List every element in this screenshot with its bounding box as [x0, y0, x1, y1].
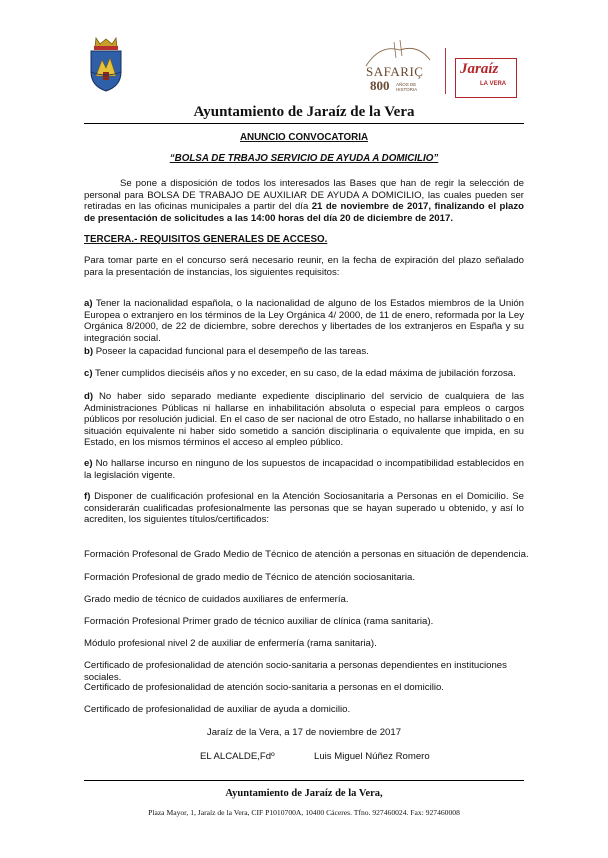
requirement-text: No haber sido separado mediante expediente disciplinario del servicio de cualquiera de las Administraciones Públicas ni hallarse en inhabilitación absoluta o especial para empleos o cargos públicos por resolución judicial. En el caso de ser nacional de otro Estado, no hallarse inhabilitado o en situación equivalente ni haber sido sometido a sanción disciplinaria o equivalente que impida, en su Estado, en los mismos términos el acceso al empleo público. [84, 391, 524, 449]
intro-deadline: 21 de noviembre de 2017, finalizando el plazo de presentación de solicitudes a las 14:00 horas del día 20 de diciembre de 2017. [84, 201, 524, 224]
requirement-text: Disponer de cualificación profesional en la Atención Sociosanitaria a Personas en el Domicilio. Se considerarán cualificadas profesionalmente las personas que se hayan superado u obtenido, y así lo acrediten, los siguientes títulos/certificados: [84, 491, 524, 526]
title-item: Certificado de profesionalidad de atención socio-sanitaria a personas dependientes en instituciones sociales. [84, 660, 507, 683]
requirement-letter: e) [84, 458, 93, 469]
safaric-800-logo [360, 40, 436, 98]
title-item: Formación Profesional de grado medio de Técnico de atención sociosanitaria. [84, 572, 415, 583]
requirement-text: Tener cumplidos dieciséis años y no exceder, en su caso, de la edad máxima de jubilación forzosa. [92, 368, 516, 379]
requirement-text: Tener la nacionalidad española, o la nacionalidad de alguno de los Estados miembros de la Unión Europea o extranjero en los términos de la Ley Orgánica 4/ 2000, de 11 de enero, reformada por la Ley Orgánica 8/2000, de 22 de diciembre, sobre derechos y libertades de los extranjeros en España y su integración social. [84, 298, 524, 344]
safaric-label: SAFARIÇ [366, 64, 424, 79]
title-item: Formación Profesonal de Grado Medio de Técnico de atención a personas en situación de dependencia. [84, 549, 529, 560]
intro-text: Se pone a disposición de todos los interesados las Bases que han de regir la selección de personal para BOLSA DE TRABAJO DE AUXILIAR DE AYUDA A DOMICILIO, las cuales pueden ser retiradas en las oficinas municipales a partir del día [84, 178, 524, 213]
section-intro: Para tomar parte en el concurso será necesario reunir, en la fecha de expiración del plazo señalado para la presentación de instancias, los siguientes requisitos: [84, 255, 524, 278]
title-item: Formación Profesional Primer grado de técnico auxiliar de clínica (rama sanitaria). [84, 616, 434, 627]
requirement-c [84, 368, 524, 380]
requirement-d [84, 391, 524, 449]
footer-rule [84, 780, 524, 781]
jaraiz-logo [455, 58, 517, 98]
safaric-number: 800 [370, 78, 390, 93]
title-item: Certificado de profesionalidad de atención socio-sanitaria a personas en el domicilio. [84, 682, 444, 693]
requirement-letter: b) [84, 346, 94, 357]
title-item: Certificado de profesionalidad de auxiliar de ayuda a domicilio. [84, 704, 351, 715]
announcement-subheading: “BOLSA DE TRBAJO SERVICIO DE AYUDA A DOMICILIO” [169, 153, 439, 164]
safaric-sub: AÑOS DE HISTORIA [396, 82, 418, 92]
footer-title: Ayuntamiento de Jaraíz de la Vera, [225, 788, 383, 799]
requirement-letter: c) [84, 368, 93, 379]
jaraiz-logo-name: Jaraíz [460, 61, 499, 77]
requirement-a [84, 298, 524, 344]
intro-paragraph [84, 178, 524, 224]
requirement-e [84, 458, 524, 481]
signer-name: Luis Miguel Núñez Romero [314, 751, 430, 762]
announcement-heading: ANUNCIO CONVOCATORIA [239, 132, 369, 143]
jaraiz-logo-sub: LA VERA [480, 81, 507, 87]
requirement-f [84, 491, 524, 526]
footer-address: Plaza Mayor, 1, Jaraíz de la Vera, CIF P1010700A, 10400 Cáceres. Tfno. 927460024. Fax: 927460008 [148, 808, 460, 817]
requirement-b [84, 346, 524, 358]
coat-of-arms-logo [88, 36, 124, 92]
place-date: Jaraíz de la Vera, a 17 de noviembre de 2017 [206, 727, 402, 738]
section-heading: TERCERA.- REQUISITOS GENERALES DE ACCESO. [84, 234, 328, 245]
requirement-letter: a) [84, 298, 93, 309]
title-item: Módulo profesional nivel 2 de auxiliar de enfermería (rama sanitaria). [84, 638, 377, 649]
requirement-text: No hallarse incurso en ninguno de los supuestos de incapacidad o incompatibilidad establecidos en la legislación vigente. [84, 458, 524, 481]
logo-divider [445, 48, 446, 94]
requirement-letter: f) [84, 491, 91, 502]
signer-role: EL ALCALDE,Fdº [200, 751, 275, 762]
title-item: Grado medio de técnico de cuidados auxiliares de enfermería. [84, 594, 349, 605]
requirement-letter: d) [84, 391, 94, 402]
page-title: Ayuntamiento de Jaraíz de la Vera [193, 104, 415, 120]
requirement-text: Poseer la capacidad funcional para el desempeño de las tareas. [93, 346, 369, 357]
header-rule [84, 123, 524, 124]
